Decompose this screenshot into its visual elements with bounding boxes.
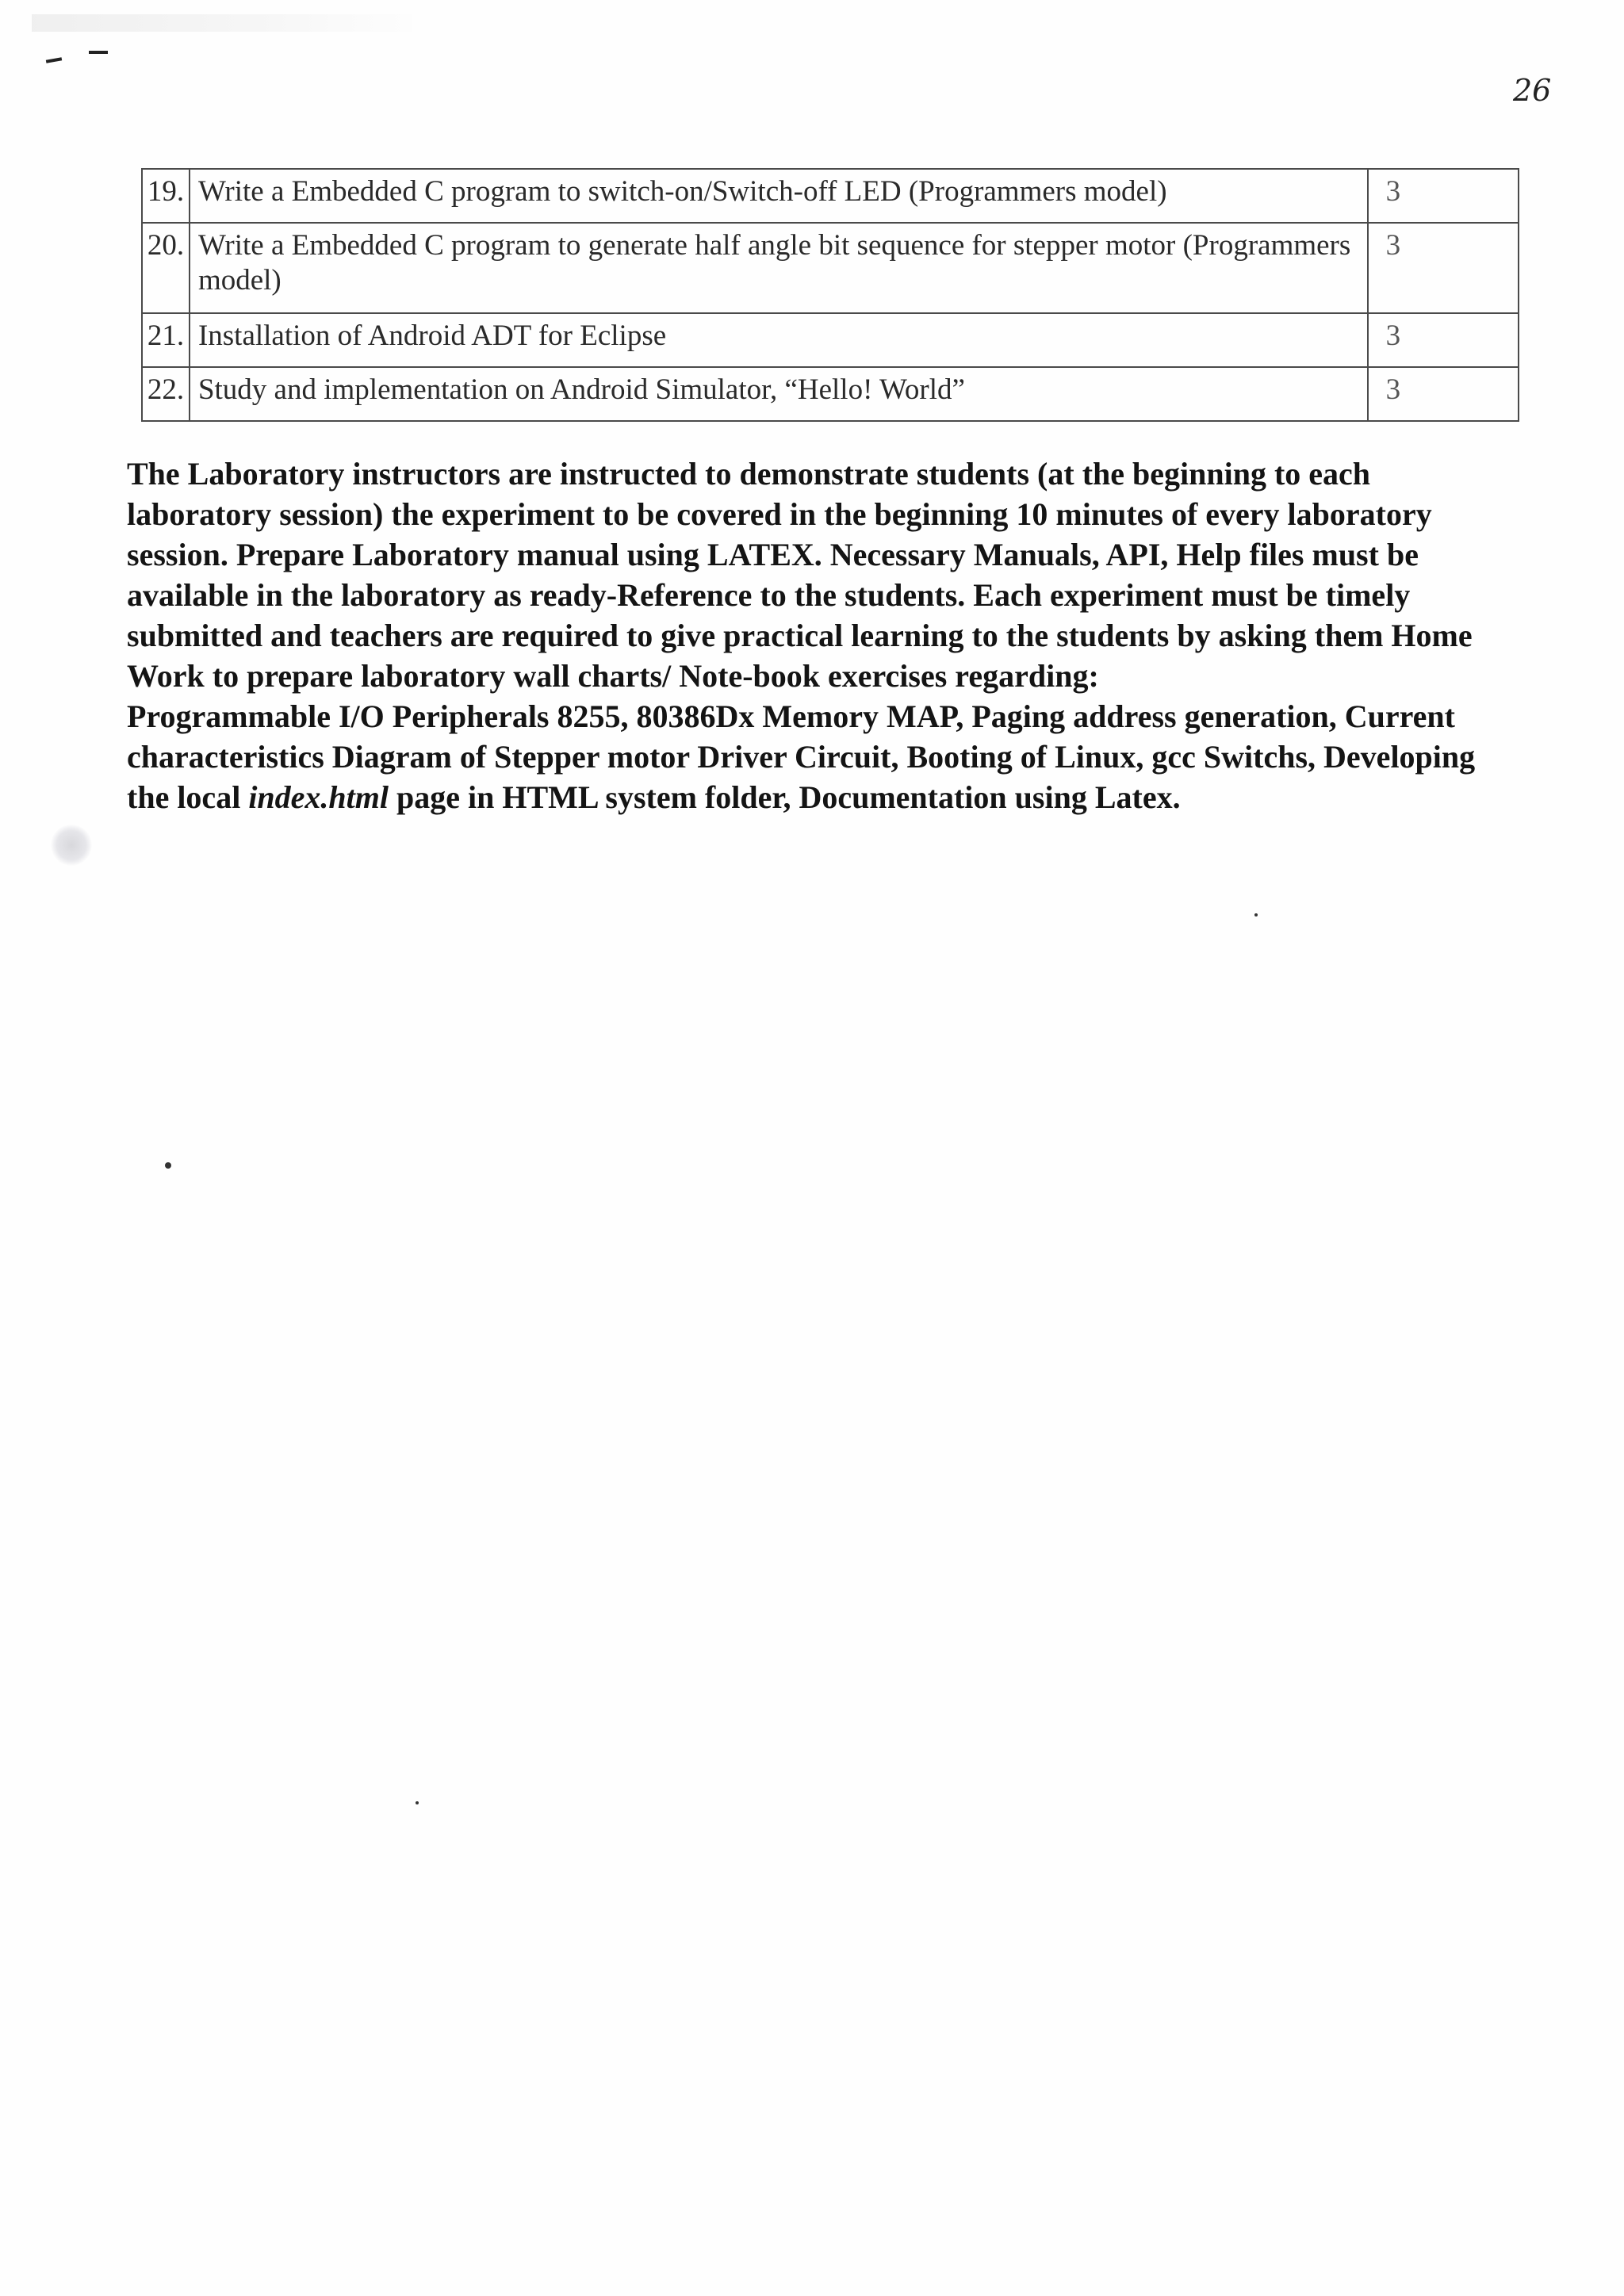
row-description: Installation of Android ADT for Eclipse xyxy=(190,313,1368,367)
scan-smudge xyxy=(51,825,92,866)
row-number: 20. xyxy=(142,223,190,313)
topics-emphasis: index.html xyxy=(248,779,389,815)
table-row xyxy=(142,223,1519,313)
row-number: 19. xyxy=(142,169,190,223)
table-row xyxy=(142,169,1519,223)
page-number: 26 xyxy=(1513,73,1552,108)
row-hours: 3 xyxy=(1368,169,1519,223)
scan-speck xyxy=(1254,913,1258,916)
topics-paragraph xyxy=(127,696,1491,817)
row-number: 21. xyxy=(142,313,190,367)
table-row xyxy=(142,367,1519,421)
scan-artifact xyxy=(32,14,412,32)
table-row xyxy=(142,313,1519,367)
row-number: 22. xyxy=(142,367,190,421)
pen-mark xyxy=(89,51,108,54)
row-hours: 3 xyxy=(1368,313,1519,367)
row-description: Write a Embedded C program to generate half angle bit sequence for stepper motor (Programmers model) xyxy=(190,223,1368,313)
instructions-paragraph: The Laboratory instructors are instructed to demonstrate students (at the beginning to each laboratory session) the experiment to be covered in the beginning 10 minutes of every laboratory session. Prepare Laboratory manual using LATEX. Necessary Manuals, API, Help files must be available in the laboratory as ready-Reference to the students. Each experiment must be timely submitted and teachers are required to give practical learning to the students by asking them Home Work to prepare laboratory wall charts/ Note-book exercises regarding: xyxy=(127,456,1473,694)
pen-mark xyxy=(46,57,62,63)
experiment-table xyxy=(141,168,1519,422)
row-description: Study and implementation on Android Simulator, “Hello! World” xyxy=(190,367,1368,421)
row-hours: 3 xyxy=(1368,223,1519,313)
row-hours: 3 xyxy=(1368,367,1519,421)
topics-text: Programmable I/O Peripherals 8255, 80386Dx Memory MAP, Paging address generation, Current characteristics Diagram of Stepper motor Driver Circuit, Booting of Linux, gcc Switchs, Developing the local xyxy=(127,698,1476,815)
scan-speck xyxy=(416,1801,419,1804)
scan-speck xyxy=(165,1162,171,1169)
topics-text-end: page in HTML system folder, Documentation using Latex. xyxy=(389,779,1181,815)
instructions-text xyxy=(127,453,1491,817)
row-description: Write a Embedded C program to switch-on/Switch-off LED (Programmers model) xyxy=(190,169,1368,223)
